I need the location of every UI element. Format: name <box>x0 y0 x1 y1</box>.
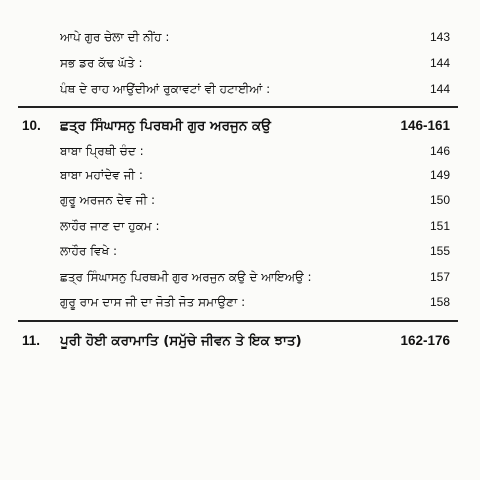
toc-entry-title: ਬਾਬਾ ਮਹਾਂਦੇਵ ਜੀ : <box>60 168 143 182</box>
toc-entry-title: ਬਾਬਾ ਪ੍ਰਿਥੀ ਚੰਦ : <box>60 144 144 158</box>
toc-entry <box>60 244 450 259</box>
toc-entry-page: 155 <box>429 244 450 258</box>
toc-entry <box>60 193 450 208</box>
toc-entry-title: ਗੁਰੂ ਰਾਮ ਦਾਸ ਜੀ ਦਾ ਜੋਤੀ ਜੋਤ ਸਮਾਉਣਾ : <box>60 295 246 309</box>
toc-entry <box>60 30 450 45</box>
chapter-number: 11. <box>22 333 41 348</box>
toc-entry-title: ਪੰਥ ਦੇ ਰਾਹ ਆਉਂਦੀਆਂ ਰੁਕਾਵਟਾਂ ਵੀ ਹਟਾਈਆਂ : <box>60 82 271 96</box>
toc-entry-page: 144 <box>429 56 450 70</box>
toc-entry-title: ਛਤ੍ਰ ਸਿੰਘਾਸਨੁ ਪਿਰਥਮੀ ਗੁਰ ਅਰਜੁਨ ਕਉ ਦੇ ਆਇਅਉ : <box>60 270 312 284</box>
chapter-page-range: 162-176 <box>400 333 450 348</box>
chapter-page-range: 146-161 <box>400 118 450 133</box>
toc-entry <box>60 144 450 159</box>
chapter-heading-10 <box>22 118 450 134</box>
toc-entry <box>60 270 450 285</box>
toc-entry <box>60 168 450 183</box>
toc-entry-page: 144 <box>429 82 450 96</box>
toc-entry <box>60 56 450 71</box>
toc-entry-page: 149 <box>429 168 450 182</box>
toc-entry <box>60 82 450 97</box>
toc-entry-title: ਗੁਰੂ ਅਰਜਨ ਦੇਵ ਜੀ : <box>60 193 156 207</box>
toc-entry-title: ਸਭ ਡਰ ਕੱਢ ਘੱਤੇ : <box>60 56 143 70</box>
toc-entry-page: 158 <box>429 295 450 309</box>
section-divider <box>18 320 458 322</box>
toc-entry-page: 157 <box>429 270 450 284</box>
chapter-title: ਛਤ੍ਰ ਸਿੰਘਾਸਨੁ ਪਿਰਥਮੀ ਗੁਰ ਅਰਜੁਨ ਕਉ <box>60 118 271 134</box>
toc-entry-title: ਲਾਹੌਰ ਜਾਣ ਦਾ ਹੁਕਮ : <box>60 219 160 233</box>
chapter-title: ਪੂਰੀ ਹੋਈ ਕਰਾਮਾਤਿ (ਸਮੁੱਚੇ ਜੀਵਨ ਤੇ ਇਕ ਝਾਤ) <box>60 333 302 349</box>
toc-entry-page: 146 <box>429 144 450 158</box>
toc-entry-title: ਆਪੇ ਗੁਰ ਚੇਲਾ ਦੀ ਨੀਂਹ : <box>60 30 170 44</box>
toc-entry-page: 143 <box>429 30 450 44</box>
section-divider <box>18 106 458 108</box>
toc-entry-page: 150 <box>429 193 450 207</box>
toc-entry <box>60 219 450 234</box>
toc-entry <box>60 295 450 310</box>
toc-entry-page: 151 <box>429 219 450 233</box>
toc-entry-title: ਲਾਹੌਰ ਵਿਖੇ : <box>60 244 118 258</box>
chapter-heading-11 <box>22 333 450 349</box>
chapter-number: 10. <box>22 118 41 133</box>
